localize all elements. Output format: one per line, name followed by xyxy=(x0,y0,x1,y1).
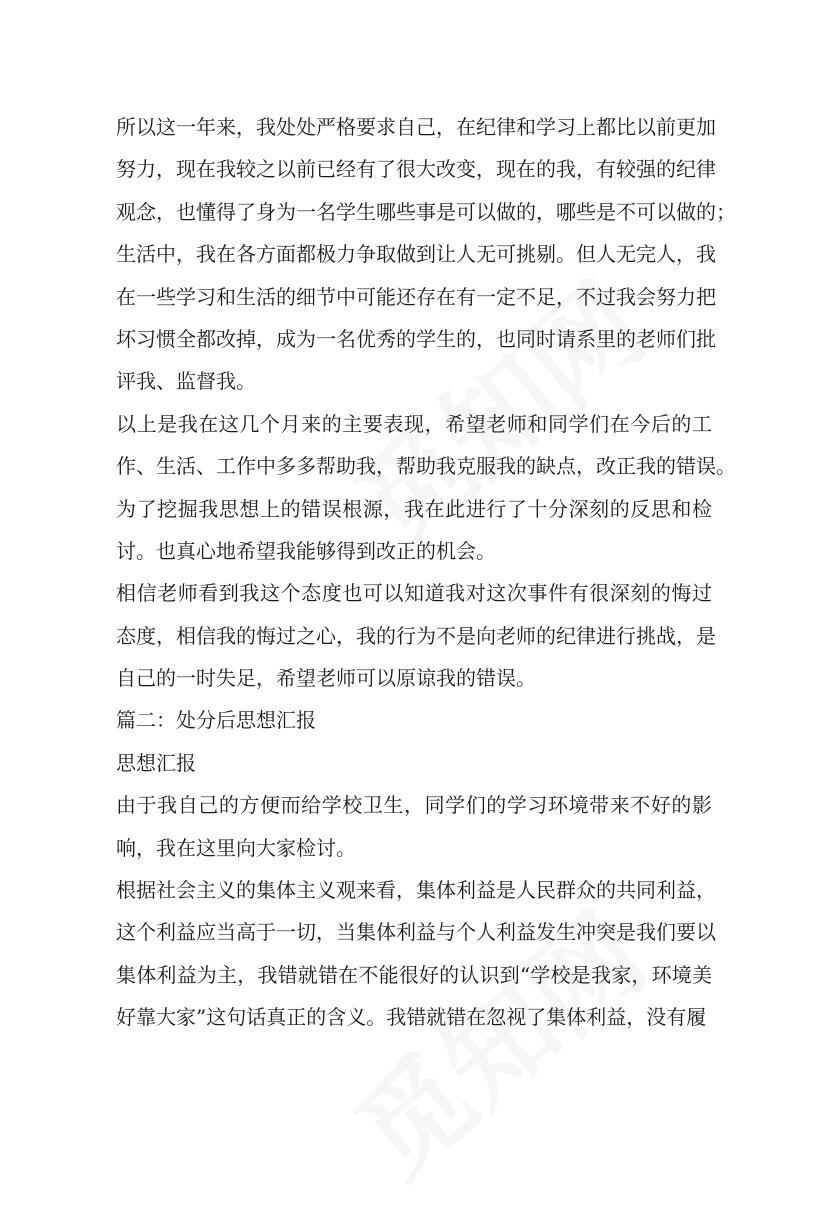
paragraph xyxy=(116,572,716,699)
text-line: 为了挖掘我思想上的错误根源，我在此进行了十分深刻的反思和检 xyxy=(116,496,712,521)
text-line: 相信老师看到我这个态度也可以知道我对这次事件有很深刻的悔过 xyxy=(116,581,712,606)
text-line: 观念，也懂得了身为一名学生哪些事是可以做的，哪些是不可以做的； xyxy=(116,199,736,224)
text-line: 在一些学习和生活的细节中可能还存在有一定不足，不过我会努力把 xyxy=(116,284,716,309)
text-line: 响，我在这里向大家检讨。 xyxy=(116,835,356,860)
text-line: 生活中，我在各方面都极力争取做到让人无可挑剔。但人无完人，我 xyxy=(116,242,716,267)
text-line: 所以这一年来，我处处严格要求自己，在纪律和学习上都比以前更加 xyxy=(116,115,716,139)
text-line: 这个利益应当高于一切，当集体利益与个人利益发生冲突是我们要以 xyxy=(116,920,716,945)
paragraph xyxy=(116,784,712,869)
text-line: 态度，相信我的悔过之心，我的行为不是向老师的纪律进行挑战，是 xyxy=(116,623,716,648)
text-line: 集体利益为主，我错就错在不能很好的认识到“学校是我家，环境美 xyxy=(116,962,712,987)
paragraph xyxy=(116,742,712,784)
text-line: 以上是我在这几个月来的主要表现，希望老师和同学们在今后的工 xyxy=(116,411,712,436)
text-line: 篇二：处分后思想汇报 xyxy=(116,708,316,733)
text-line: 由于我自己的方便而给学校卫生，同学们的学习环境带来不好的影 xyxy=(116,793,712,818)
paragraph xyxy=(116,699,712,741)
text-line: 作、生活、工作中多多帮助我，帮助我克服我的缺点，改正我的错误。 xyxy=(116,454,736,479)
text-line: 讨。也真心地希望我能够得到改正的机会。 xyxy=(116,538,496,563)
text-line: 根据社会主义的集体主义观来看，集体利益是人民群众的共同利益， xyxy=(116,878,716,903)
paragraph xyxy=(116,106,736,403)
text-line: 好靠大家”这句话真正的含义。我错就错在忽视了集体利益，没有履 xyxy=(116,1005,707,1030)
text-line: 思想汇报 xyxy=(116,750,196,775)
text-line: 努力，现在我较之以前已经有了很大改变，现在的我，有较强的纪律 xyxy=(116,157,716,182)
text-line: 坏习惯全都改掉，成为一名优秀的学生的，也同时请系里的老师们批 xyxy=(116,326,716,351)
paragraph xyxy=(116,869,716,1039)
document-body xyxy=(116,106,736,1039)
paragraph xyxy=(116,403,736,573)
text-line: 自己的一时失足，希望老师可以原谅我的错误。 xyxy=(116,666,536,691)
text-line: 评我、监督我。 xyxy=(116,369,256,394)
